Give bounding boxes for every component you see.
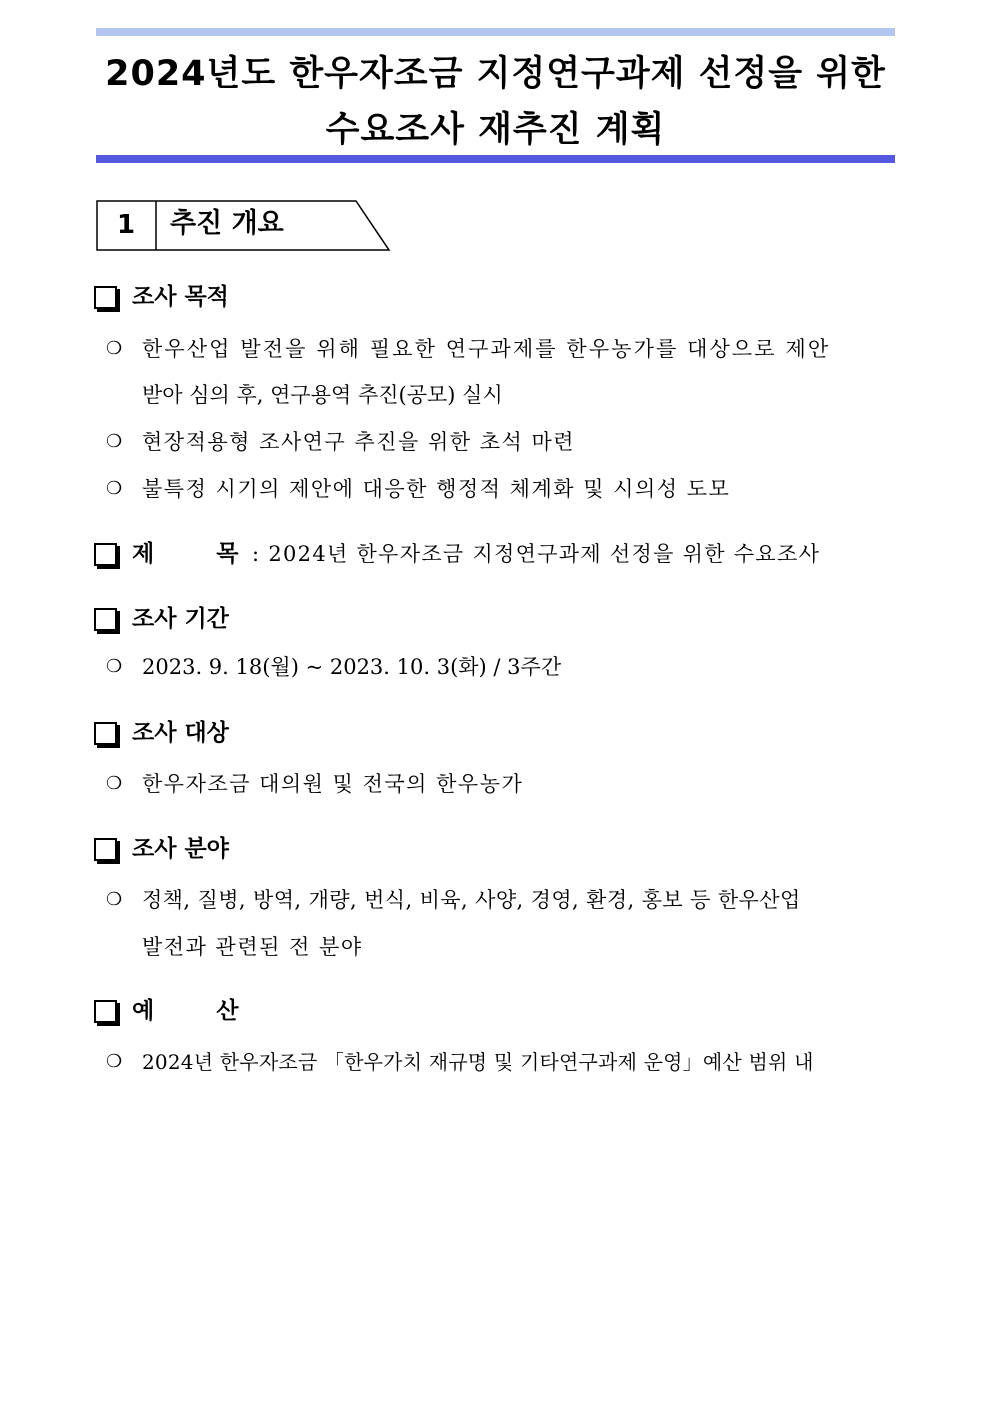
heading-budget-label-b: 산 xyxy=(216,998,239,1024)
circle-bullet-icon: ❍ xyxy=(106,478,123,499)
heading-purpose-label: 조사 목적 xyxy=(132,284,229,310)
checkbox-square-icon xyxy=(94,722,117,745)
checkbox-square-icon xyxy=(94,608,117,631)
circle-bullet-icon: ❍ xyxy=(106,431,123,452)
circle-bullet-icon: ❍ xyxy=(106,1051,123,1072)
section-title: 추진 개요 xyxy=(170,208,284,239)
heading-period-label: 조사 기간 xyxy=(132,606,229,632)
subject-value-text: : 2024년 한우자조금 지정연구과제 선정을 위한 수요조사 xyxy=(252,542,821,566)
list-item-text: 현장적용형 조사연구 추진을 위한 초석 마련 xyxy=(142,430,576,454)
list-item-text: 정책, 질병, 방역, 개량, 번식, 비육, 사양, 경영, 환경, 홍보 등 한우산업 xyxy=(142,888,801,912)
list-item-text-cont: 받아 심의 후, 연구용역 추진(공모) 실시 xyxy=(142,383,503,407)
heading-subject-label-a: 제 xyxy=(132,541,155,567)
heading-subject-label-b: 목 xyxy=(216,541,239,567)
list-item-text: 한우산업 발전을 위해 필요한 연구과제를 한우농가를 대상으로 제안 xyxy=(142,337,831,361)
heading-field-label: 조사 분야 xyxy=(132,836,229,862)
circle-bullet-icon: ❍ xyxy=(106,889,123,910)
heading-budget-label-a: 예 xyxy=(132,998,155,1024)
list-item-text: 2024년 한우자조금 「한우가치 재규명 및 기타연구과제 운영」예산 범위 내 xyxy=(142,1050,814,1074)
title-top-rule xyxy=(96,28,895,36)
checkbox-square-icon xyxy=(94,1000,117,1023)
list-item-text: 불특정 시기의 제안에 대응한 행정적 체계화 및 시의성 도모 xyxy=(142,477,731,501)
checkbox-square-icon xyxy=(94,286,117,309)
title-bottom-rule xyxy=(96,155,895,163)
document-title-line-1: 2024년도 한우자조금 지정연구과제 선정을 위한 xyxy=(105,54,886,94)
circle-bullet-icon: ❍ xyxy=(106,656,123,677)
list-item-text: 한우자조금 대의원 및 전국의 한우농가 xyxy=(142,772,524,796)
section-header xyxy=(96,200,396,252)
heading-target-label: 조사 대상 xyxy=(132,720,229,746)
circle-bullet-icon: ❍ xyxy=(106,338,123,359)
document-title-line-2: 수요조사 재추진 계획 xyxy=(325,110,666,150)
list-item-text: 2023. 9. 18(월) ~ 2023. 10. 3(화) / 3주간 xyxy=(142,655,562,679)
section-number: 1 xyxy=(116,210,136,240)
circle-bullet-icon: ❍ xyxy=(106,773,123,794)
list-item-text-cont: 발전과 관련된 전 분야 xyxy=(142,935,363,959)
checkbox-square-icon xyxy=(94,838,117,861)
checkbox-square-icon xyxy=(94,543,117,566)
